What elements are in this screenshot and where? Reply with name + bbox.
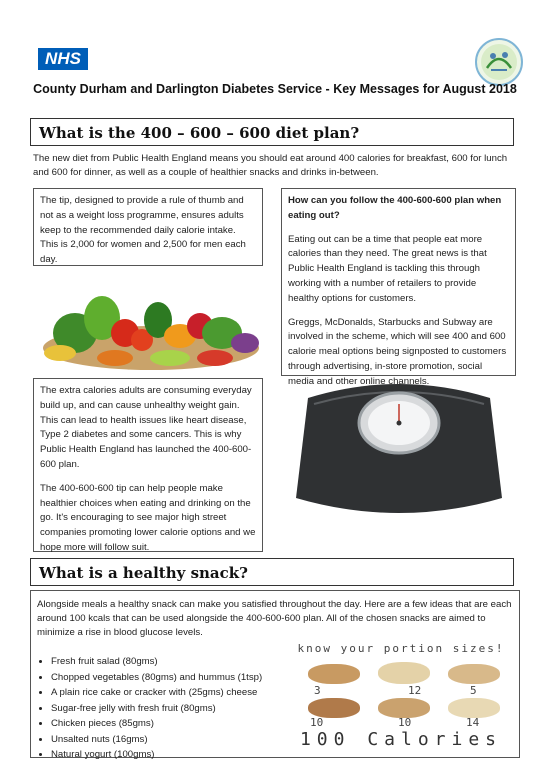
portion-number: 12 [408,684,422,697]
snack-intro: Alongside meals a healthy snack can make you satisfied throughout the day. Here are a few ideas that are each around 100 kcals that can be used alongside the 400-600-600 plan. All of the chosen snacks are aimed to minimize a rise in blood glucose levels. [37,599,512,638]
vegetables-image [40,278,262,374]
portion-number: 10 [310,716,324,729]
extra-calories-para-1: The extra calories adults are consuming everyday build up, and can cause unhealthy weight gain. This can lead to health issues like heart disease, Type 2 diabetes and some cancers. This is why Public Health England has launched the 400-600-600 plan. [40,385,252,470]
list-item: • Chopped vegetables (80gms) and hummus (1tsp) [51,670,306,686]
list-item: • Chicken pieces (85gms) [51,716,306,732]
portion-number: 10 [398,716,412,729]
tip-box [33,188,263,266]
eating-out-para-1: Eating out can be a time that people eat more calories than they need. The great news is that Public Health England is tackling this through working with a number of retailers to provide healthy options for customers. [288,233,487,304]
nut-pile-icon [308,698,360,718]
list-item: • Sugar-free jelly with fresh fruit (80gms) [51,701,306,717]
tip-text: The tip, designed to provide a rule of thumb and not as a weight loss programme, ensures adults keep to the recommended daily calorie intake. This is 2,000 for women and 2,500 for men each day. [40,195,246,266]
eating-out-box [281,188,516,387]
list-item: • Unsalted nuts (16gms) [51,732,306,748]
nut-pile-icon [308,664,360,684]
list-item: • A plain rice cake or cracker with (25gms) cheese [51,685,306,701]
portion-number: 5 [470,684,477,697]
extra-calories-box [33,378,263,552]
intro-text: The new diet from Public Health England means you should eat around 400 calories for breakfast, 600 for lunch and 600 for dinner, as well as a couple of healthier snacks and drinks in-between. [33,153,508,178]
portion-heading: know your portion sizes! [297,642,505,655]
nut-pile-icon [378,698,430,718]
section-heading-diet-plan: What is the 400 – 600 – 600 diet plan? [30,118,514,146]
portion-number: 3 [314,684,321,697]
page-title: County Durham and Darlington Diabetes Service - Key Messages for August 2018 [33,82,517,96]
nhs-logo: NHS [38,48,88,70]
list-item: • Natural yogurt (100gms) [51,747,306,763]
eating-out-heading: How can you follow the 400-600-600 plan when eating out? [288,195,502,221]
snack-list [37,654,306,763]
list-item: • Fresh fruit salad (80gms) [51,654,306,670]
portion-footer: 100 Calories [299,729,503,750]
portion-number: 14 [466,716,480,729]
nut-pile-icon [378,662,430,684]
service-logo-icon [475,38,523,86]
section-heading-healthy-snack: What is a healthy snack? [30,558,514,586]
nut-pile-icon [448,664,500,684]
bathroom-scale-image [290,378,508,523]
extra-calories-para-2: The 400-600-600 tip can help people make healthier choices when eating and drinking on the go. It's encouraging to see major high street companies promoting lower calorie options and we hope more will follow suit. [40,482,256,553]
nut-pile-icon [448,698,500,718]
eating-out-para-2: Greggs, McDonalds, Starbucks and Subway are involved in the scheme, which will see 400 and 600 calorie meal options being signposted to customers through advertising, in-store promotion, social media and other online channels. [288,316,507,387]
portion-sizes-image [290,640,512,752]
